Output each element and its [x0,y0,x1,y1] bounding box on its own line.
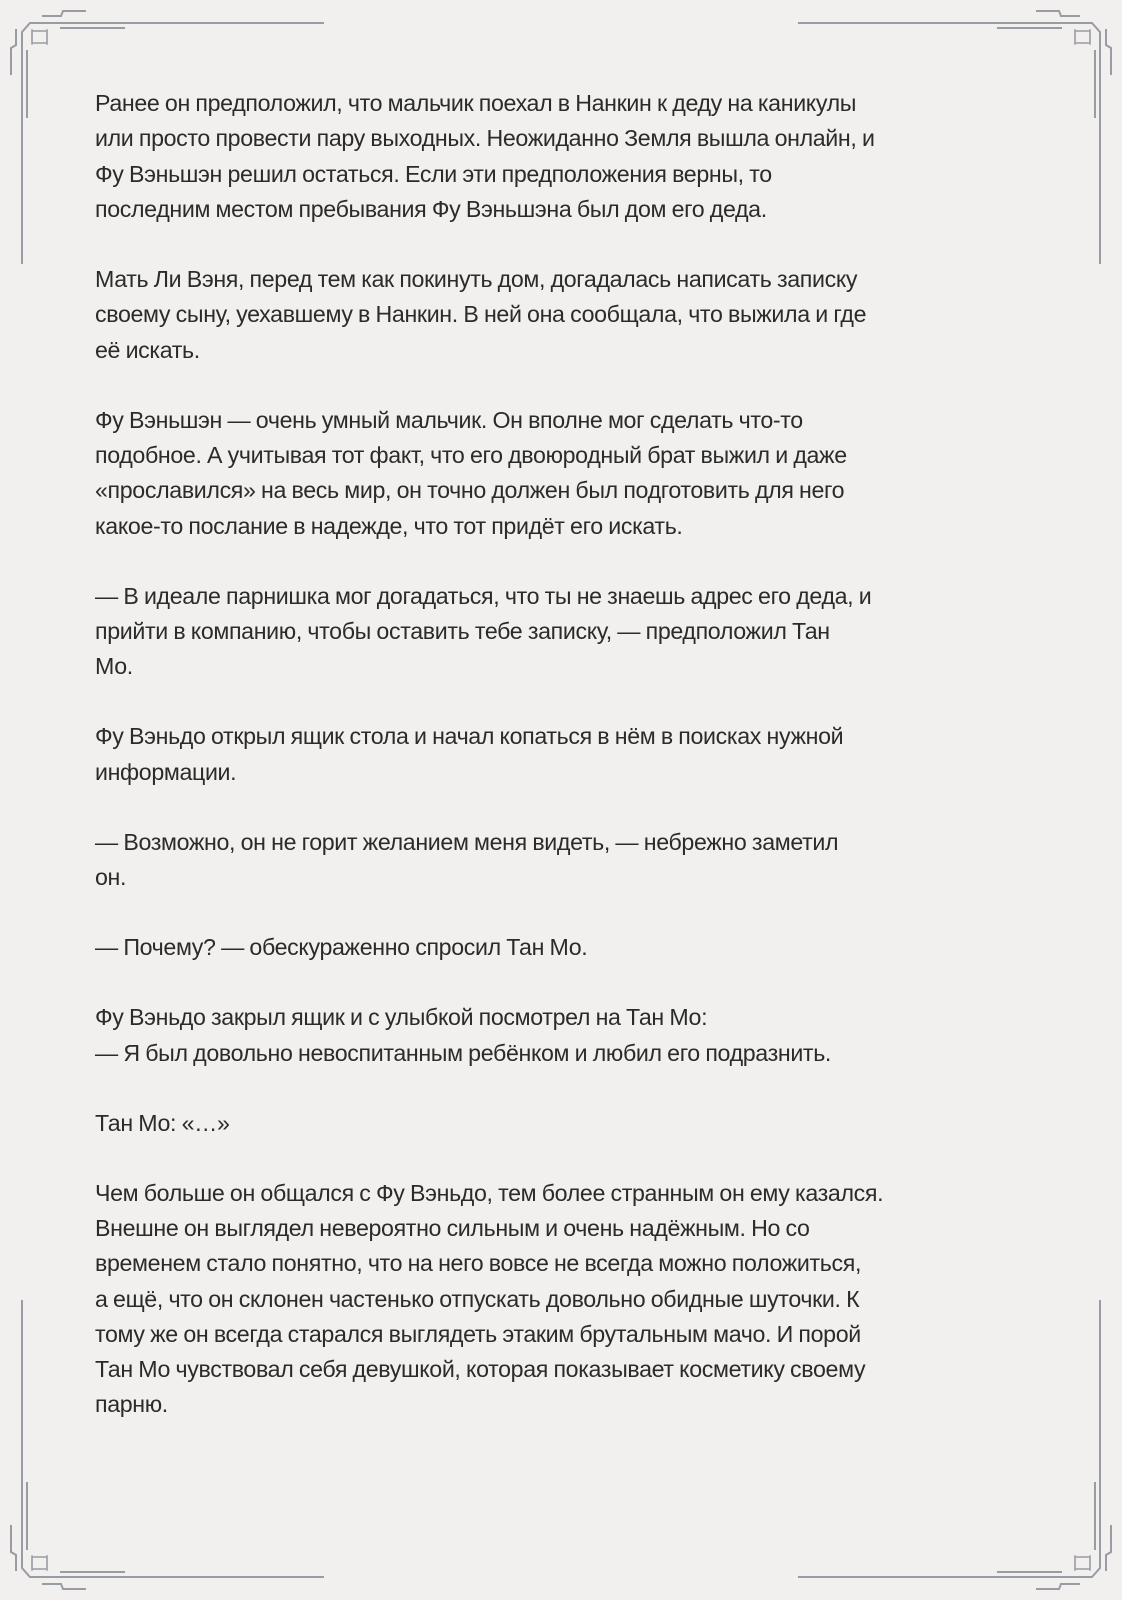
paragraph: Фу Вэньшэн — очень умный мальчик. Он вполне мог сделать что-то подобное. А учитывая тот факт, что его двоюродный брат выжил и даже «прославился» на весь мир, он точно должен был подготовить для него какое-то послание в надежде, что тот придёт его искать. [95,406,847,539]
dialogue-paragraph: Тан Мо: «…» [95,1109,230,1136]
dialogue-paragraph: — Почему? — обескураженно спросил Тан Мо. [95,934,588,961]
paragraph: Фу Вэньдо открыл ящик стола и начал копаться в нём в поисках нужной информации. [95,723,844,785]
dialogue-paragraph: Фу Вэньдо закрыл ящик и с улыбкой посмотрел на Тан Мо: — Я был довольно невоспитанным ребёнком и любил его подразнить. [95,1004,832,1066]
paragraph: Ранее он предположил, что мальчик поехал в Нанкин к деду на каникулы или просто провести пару выходных. Неожиданно Земля вышла онлайн, и Фу Вэньшэн решил остаться. Если эти предположения верны, то последним местом пребывания Фу Вэньшэна был дом его деда. [95,90,875,222]
dialogue-paragraph: — Возможно, он не горит желанием меня видеть, — небрежно заметил он. [95,828,839,891]
dialogue-paragraph: — В идеале парнишка мог догадаться, что ты не знаешь адрес его деда, и прийти в компанию, чтобы оставить тебе записку, — предположил Тан Мо. [95,582,872,680]
paragraph: Мать Ли Вэня, перед тем как покинуть дом, догадалась написать записку своему сыну, уехавшему в Нанкин. В ней она сообщала, что выжила и где её искать. [95,265,867,363]
page-body [95,86,1035,1458]
paragraph: Чем больше он общался с Фу Вэньдо, тем более странным он ему казался. Внешне он выглядел невероятно сильным и очень надёжным. Но со временем стало понятно, что на него вовсе не всегда можно положиться, а ещё, что он склонен частенько отпускать довольно обидные шуточки. К тому же он всегда старался выглядеть этаким брутальным мачо. И порой Тан Мо чувствовал себя девушкой, которая показывает косметику своему парню. [95,1179,884,1418]
